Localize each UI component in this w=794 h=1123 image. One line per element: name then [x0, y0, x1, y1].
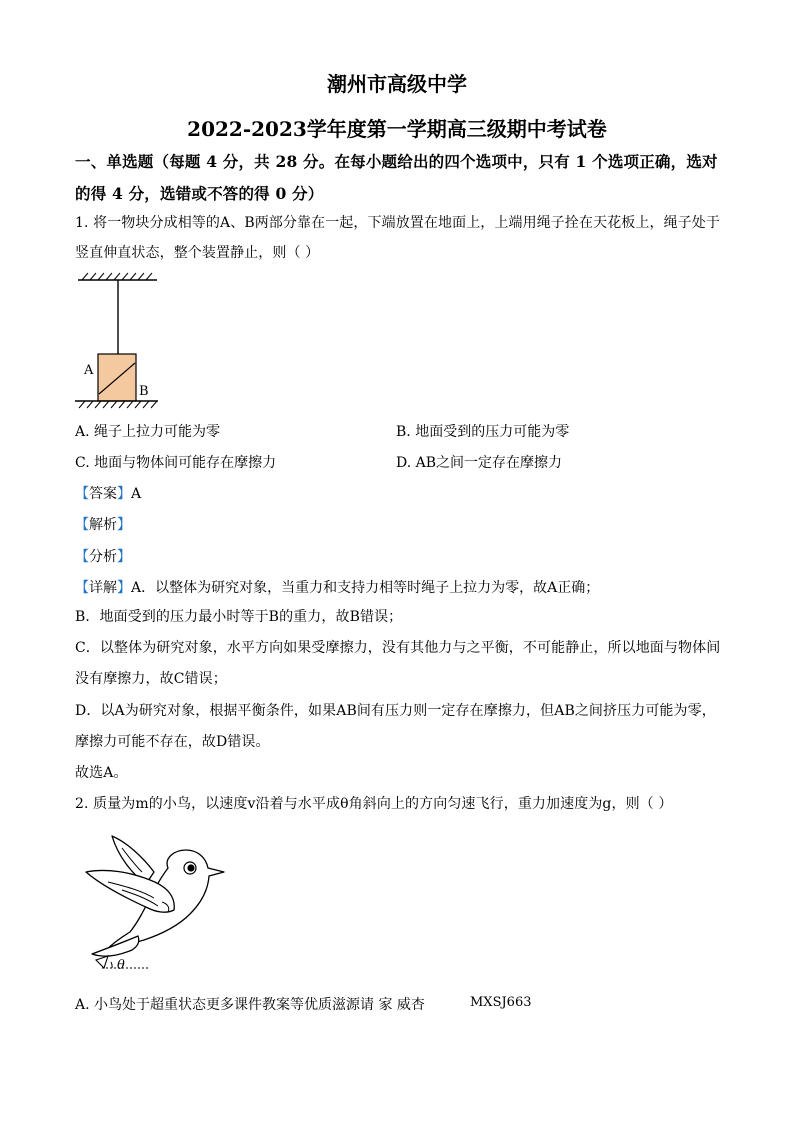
bird-tail — [92, 936, 139, 956]
q1-option-d: D. AB之间一定存在摩擦力 — [396, 455, 563, 471]
answer-line: 【答案】A — [75, 486, 142, 502]
q1-figure-block-rope — [70, 270, 180, 415]
detail-line-d2: 摩擦力可能不存在，故D错误。 — [75, 734, 270, 750]
q1-option-a: A. 绳子上拉力可能为零 — [75, 424, 221, 440]
exam-title: 2022-2023学年度第一学期高三级期中考试卷 — [187, 117, 607, 141]
school-name: 潮州市高级中学 — [327, 72, 467, 96]
q1-stem-line2: 竖直伸直状态，整个装置静止，则（ ） — [75, 245, 320, 261]
q1-stem-line1: 1. 将一物块分成相等的A、B两部分靠在一起，下端放置在地面上，上端用绳子拴在天花板上，绳子处于 — [75, 215, 721, 231]
bird-eye — [187, 864, 194, 871]
conclusion-line: 故选A。 — [75, 765, 128, 781]
q1-option-b: B. 地面受到的压力可能为零 — [396, 424, 570, 440]
q1-option-c: C. 地面与物体间可能存在摩擦力 — [75, 455, 277, 471]
analysis-tag: 【解析】 — [75, 517, 131, 533]
label-b: B — [139, 384, 149, 399]
watermark-text: MXSJ663 — [470, 995, 532, 1010]
fenxi-tag: 【分析】 — [75, 549, 131, 565]
detail-line-d1: D．以A为研究对象，根据平衡条件，如果AB间有压力则一定存在摩擦力，但AB之间挤压力可能为零， — [75, 703, 716, 719]
q2-stem: 2. 质量为m的小鸟，以速度v沿着与水平成θ角斜向上的方向匀速飞行，重力加速度为g，则（ ） — [75, 796, 673, 812]
detail-line-b: B．地面受到的压力最小时等于B的重力，故B错误； — [75, 609, 403, 625]
q2-option-a: A. 小鸟处于超重状态更多课件教案等优质滋源请 家 威杏 — [75, 997, 425, 1013]
section-heading-line1: 一、单选题（每题 4 分，共 28 分。在每小题给出的四个选项中，只有 1 个选项正确，选对 — [75, 152, 718, 171]
block-rect — [98, 354, 136, 401]
label-a: A — [84, 363, 94, 378]
bird-front-wing — [86, 870, 174, 912]
detail-line-a: 【详解】A．以整体为研究对象，当重力和支持力相等时绳子上拉力为零，故A正确； — [75, 580, 600, 596]
detail-line-c2: 没有摩擦力，故C错误； — [75, 671, 227, 687]
section-heading-line2: 的得 4 分，选错或不答的得 0 分） — [75, 184, 324, 203]
q2-figure-bird — [78, 828, 238, 976]
detail-line-c1: C．以整体为研究对象，水平方向如果受摩擦力，没有其他力与之平衡，不可能静止，所以地面与物体间 — [75, 640, 721, 656]
answer-value: A — [131, 486, 142, 502]
theta-label: θ — [117, 958, 125, 973]
